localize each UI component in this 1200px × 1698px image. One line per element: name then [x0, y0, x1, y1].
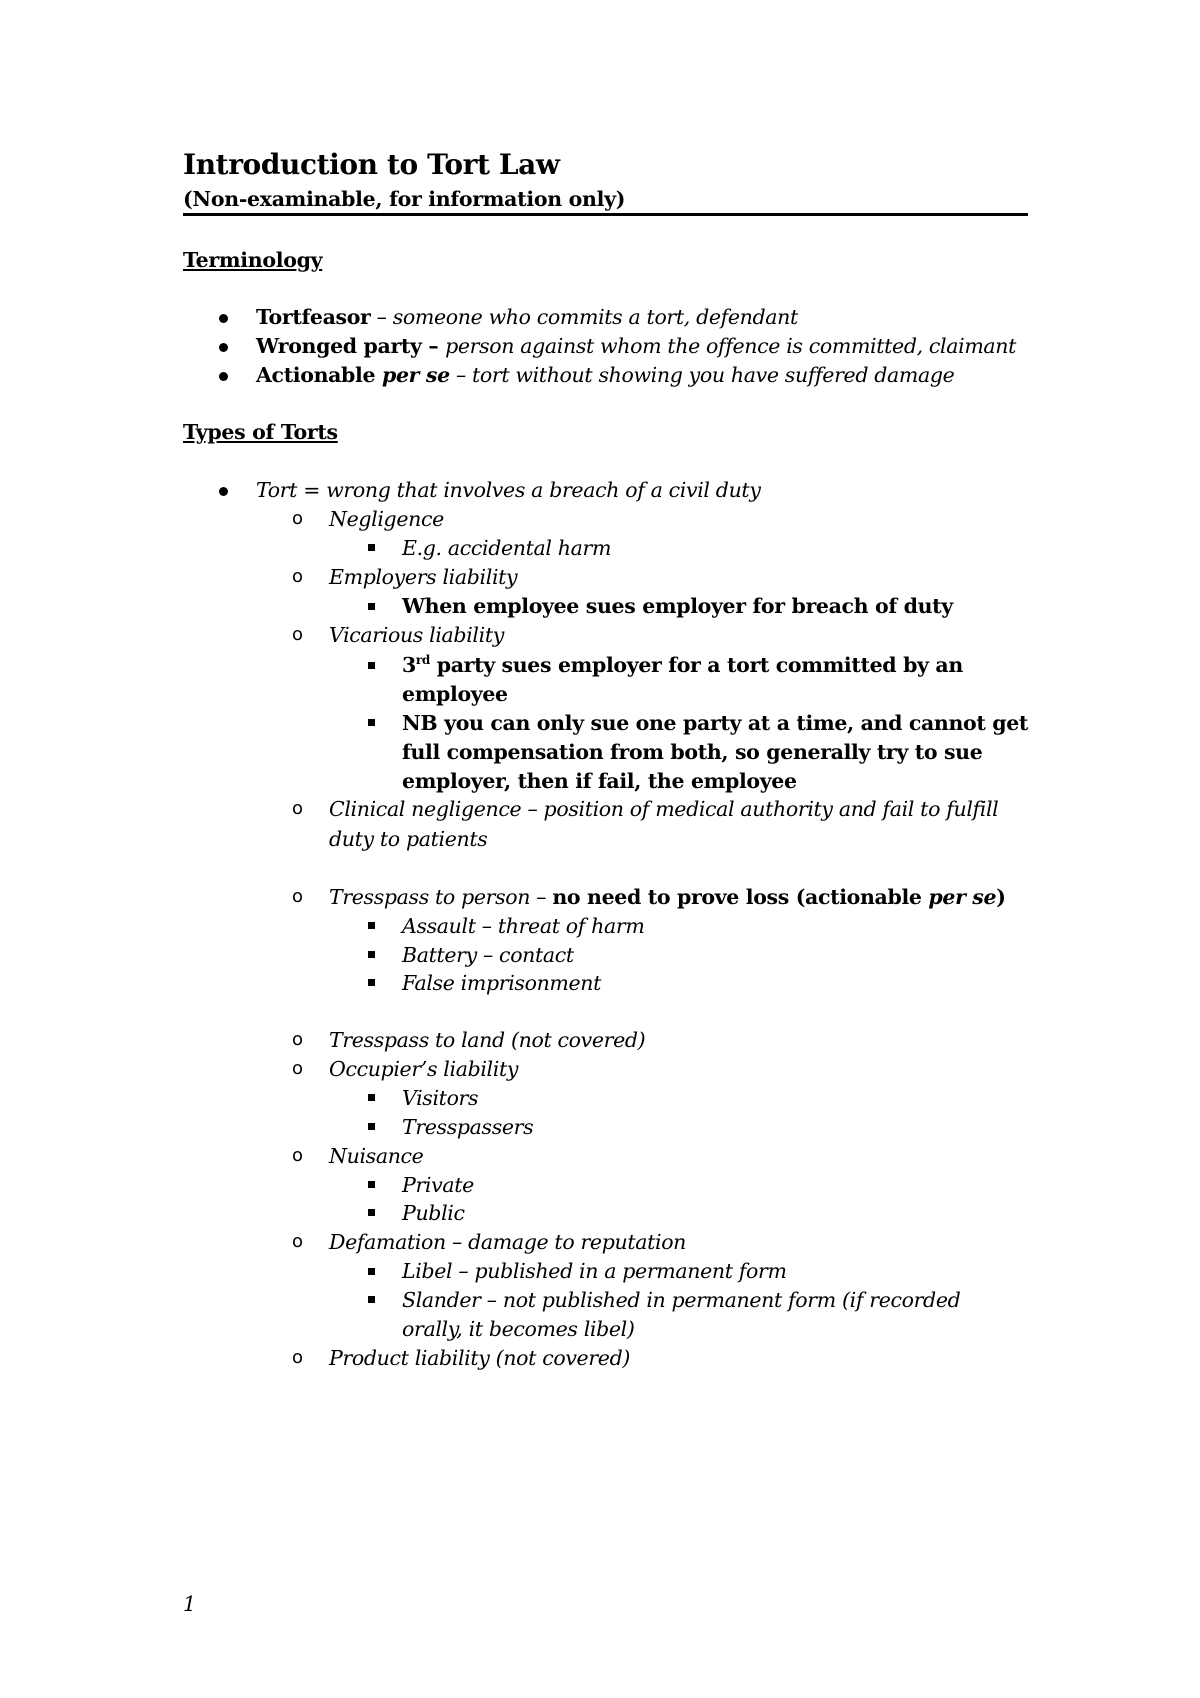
term-tortfeasor: Tortfeasor – someone who commits a tort, defendant: [256, 305, 798, 329]
bullet-circle-icon: o: [292, 1058, 304, 1079]
bullet-circle-icon: o: [292, 1347, 304, 1368]
tresspassers-item: Tresspassers: [402, 1115, 534, 1139]
bullet-disc-icon: [219, 372, 228, 381]
bullet-square-icon: [368, 1296, 375, 1303]
product-liability-label: Product liability (not covered): [329, 1346, 630, 1370]
occupiers-liability-label: Occupier’s liability: [329, 1057, 519, 1081]
negligence-example: E.g. accidental harm: [402, 536, 612, 560]
page-number: 1: [183, 1592, 197, 1616]
bullet-circle-icon: o: [292, 508, 304, 529]
vicarious-detail-2-end: employer, then if fail, the employee: [402, 769, 797, 793]
nuisance-label: Nuisance: [329, 1144, 424, 1168]
bullet-square-icon: [368, 1181, 375, 1188]
bullet-circle-icon: o: [292, 566, 304, 587]
slander-item-cont: orally, it becomes libel): [402, 1317, 635, 1341]
visitors-item: Visitors: [402, 1086, 479, 1110]
false-imprisonment-item: False imprisonment: [402, 971, 602, 995]
types-heading: Types of Torts: [183, 420, 338, 444]
employers-liability-detail: When employee sues employer for breach of duty: [402, 594, 953, 618]
vicarious-detail-1-cont: employee: [402, 682, 508, 706]
bullet-square-icon: [368, 662, 375, 669]
bullet-disc-icon: [219, 343, 228, 352]
bullet-square-icon: [368, 922, 375, 929]
vicarious-detail-2: NB you can only sue one party at a time, and cannot get: [402, 711, 1029, 735]
bullet-circle-icon: o: [292, 798, 304, 819]
private-item: Private: [402, 1173, 474, 1197]
employers-liability-label: Employers liability: [329, 565, 518, 589]
libel-item: Libel – published in a permanent form: [402, 1259, 787, 1283]
document-subtitle: (Non-examinable, for information only): [183, 187, 626, 211]
term-wronged-party: Wronged party – person against whom the offence is committed, claimant: [256, 334, 1017, 358]
defamation-label: Defamation – damage to reputation: [329, 1230, 687, 1254]
clinical-negligence-cont: duty to patients: [329, 827, 488, 851]
trespass-land-label: Tresspass to land (not covered): [329, 1028, 646, 1052]
negligence-label: Negligence: [329, 507, 444, 531]
battery-item: Battery – contact: [402, 943, 574, 967]
bullet-circle-icon: o: [292, 1231, 304, 1252]
bullet-circle-icon: o: [292, 1145, 304, 1166]
trespass-person-label: Tresspass to person – no need to prove loss (actionable per se): [329, 885, 1006, 909]
bullet-circle-icon: o: [292, 624, 304, 645]
bullet-square-icon: [368, 603, 375, 610]
bullet-square-icon: [368, 1209, 375, 1216]
bullet-circle-icon: o: [292, 886, 304, 907]
bullet-square-icon: [368, 979, 375, 986]
tort-definition: Tort = wrong that involves a breach of a civil duty: [256, 478, 761, 502]
public-item: Public: [402, 1201, 465, 1225]
bullet-square-icon: [368, 1094, 375, 1101]
terminology-heading: Terminology: [183, 248, 323, 272]
vicarious-liability-label: Vicarious liability: [329, 623, 504, 647]
bullet-disc-icon: [219, 314, 228, 323]
bullet-square-icon: [368, 544, 375, 551]
vicarious-detail-2-cont: full compensation from both, so generally try to sue: [402, 740, 983, 764]
clinical-negligence-label: Clinical negligence – position of medical authority and fail to fulfill: [329, 797, 999, 821]
term-actionable-per-se: Actionable per se – tort without showing you have suffered damage: [256, 363, 955, 387]
bullet-disc-icon: [219, 487, 228, 496]
bullet-square-icon: [368, 1123, 375, 1130]
bullet-square-icon: [368, 951, 375, 958]
bullet-square-icon: [368, 1268, 375, 1275]
title-divider: [183, 213, 1028, 216]
vicarious-detail-1: 3rd party sues employer for a tort committed by an: [402, 653, 963, 677]
bullet-circle-icon: o: [292, 1029, 304, 1050]
slander-item: Slander – not published in permanent form (if recorded: [402, 1288, 961, 1312]
assault-item: Assault – threat of harm: [402, 914, 645, 938]
document-title: Introduction to Tort Law: [183, 148, 560, 181]
bullet-square-icon: [368, 719, 375, 726]
